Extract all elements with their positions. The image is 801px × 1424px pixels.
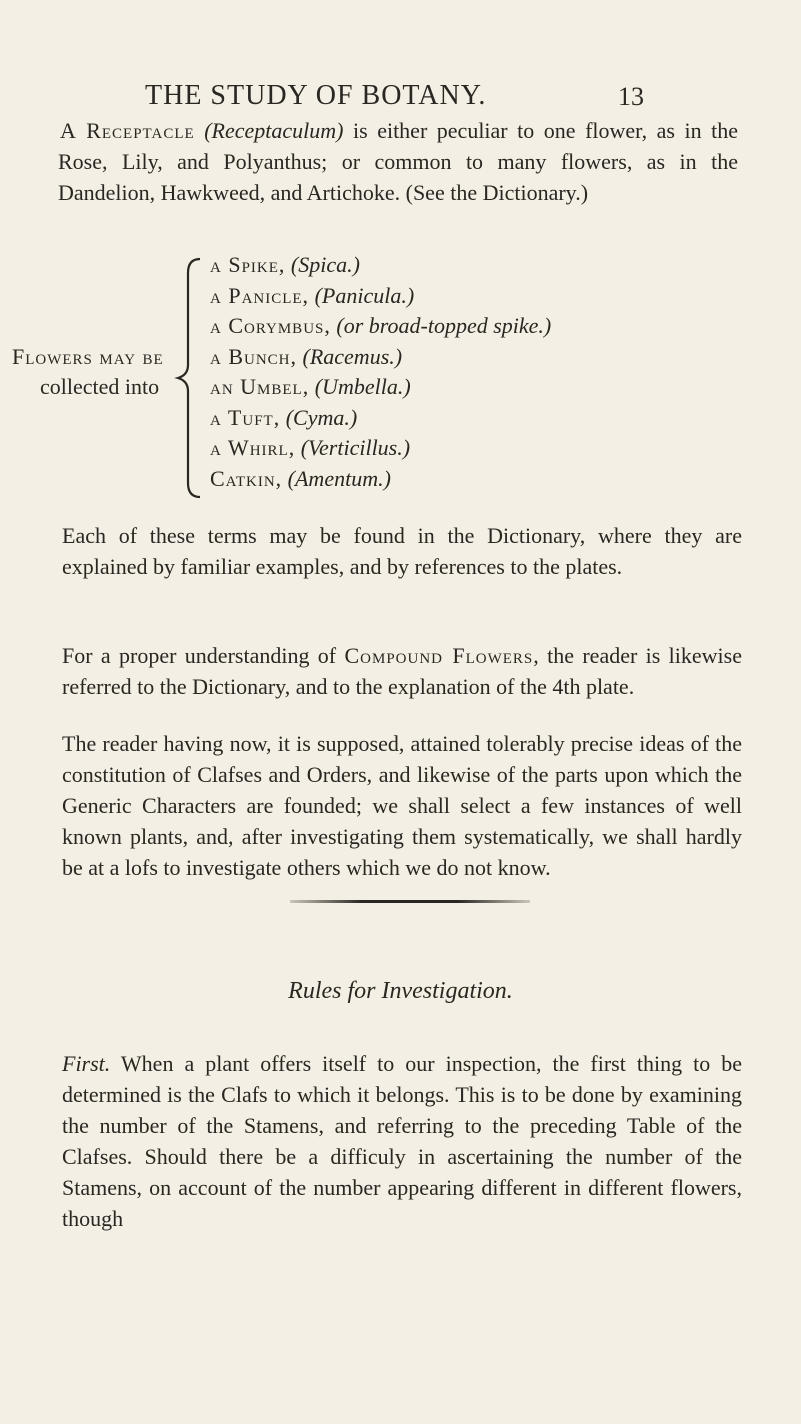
list-item: a Whirl, (Verticillus.): [210, 435, 411, 460]
list-item: a Spike, (Spica.): [210, 252, 360, 277]
receptacle-term: A Receptacle: [60, 118, 195, 143]
first-rule-paragraph: First. When a plant offers itself to our inspection, the first thing to be determined is the Clafs to which it belongs. This is to be done by examining the number of the Stamens, and referring to the preceding Table of the Clafses. Should there be a difficuly in ascertaining the number of the Stamens, on account of the number appearing different in different flowers, though: [62, 1051, 742, 1231]
list-item: a Bunch, (Racemus.): [210, 343, 403, 369]
reader-having-paragraph: The reader having now, it is supposed, attained tolerably precise ideas of the constitution of Clafses and Orders, and likewise of the parts upon which the Generic Characters are founded; we shall select a few instances of well known plants, and, after investigating them systematically, we shall hardly be at a lofs to investigate others which we do not know.: [62, 731, 742, 880]
inflorescence-lead-line1: Flowers may be: [12, 344, 164, 369]
inflorescence-list: [210, 250, 551, 494]
list-item: Catkin, (Amentum.): [210, 465, 391, 491]
receptacle-latin: (Receptaculum): [204, 118, 344, 143]
curly-brace-icon: [170, 253, 210, 503]
list-item: an Umbel, (Umbella.): [210, 374, 411, 399]
compound-flowers-paragraph: For a proper understanding of Compound Flowers, the reader is likewise referred to the Dictionary, and to the explanation of the 4th plate.: [62, 643, 742, 699]
section-divider: [290, 900, 530, 903]
list-item: a Tuft, (Cyma.): [210, 404, 358, 430]
inflorescence-lead-line2: collected into: [40, 374, 160, 399]
running-header: THE STUDY OF BOTANY.: [145, 80, 487, 111]
receptacle-paragraph: [58, 115, 738, 208]
each-term-paragraph: Each of these terms may be found in the Dictionary, where they are explained by familiar examples, and by references to the plates.: [62, 523, 742, 579]
list-item: a Corymbus, (or broad-topped spike.): [210, 313, 552, 338]
list-item: a Panicle, (Panicula.): [210, 282, 415, 308]
receptacle-text: is either peculiar to one flower, as in the Rose, Lily, and Polyanthus; or common to many flowers, as in the Dandelion, Hawkweed, and Artichoke. (See the Dictionary.): [58, 118, 739, 205]
page-number: 13: [618, 82, 644, 111]
rules-heading: Rules for Investigation.: [288, 978, 513, 1004]
